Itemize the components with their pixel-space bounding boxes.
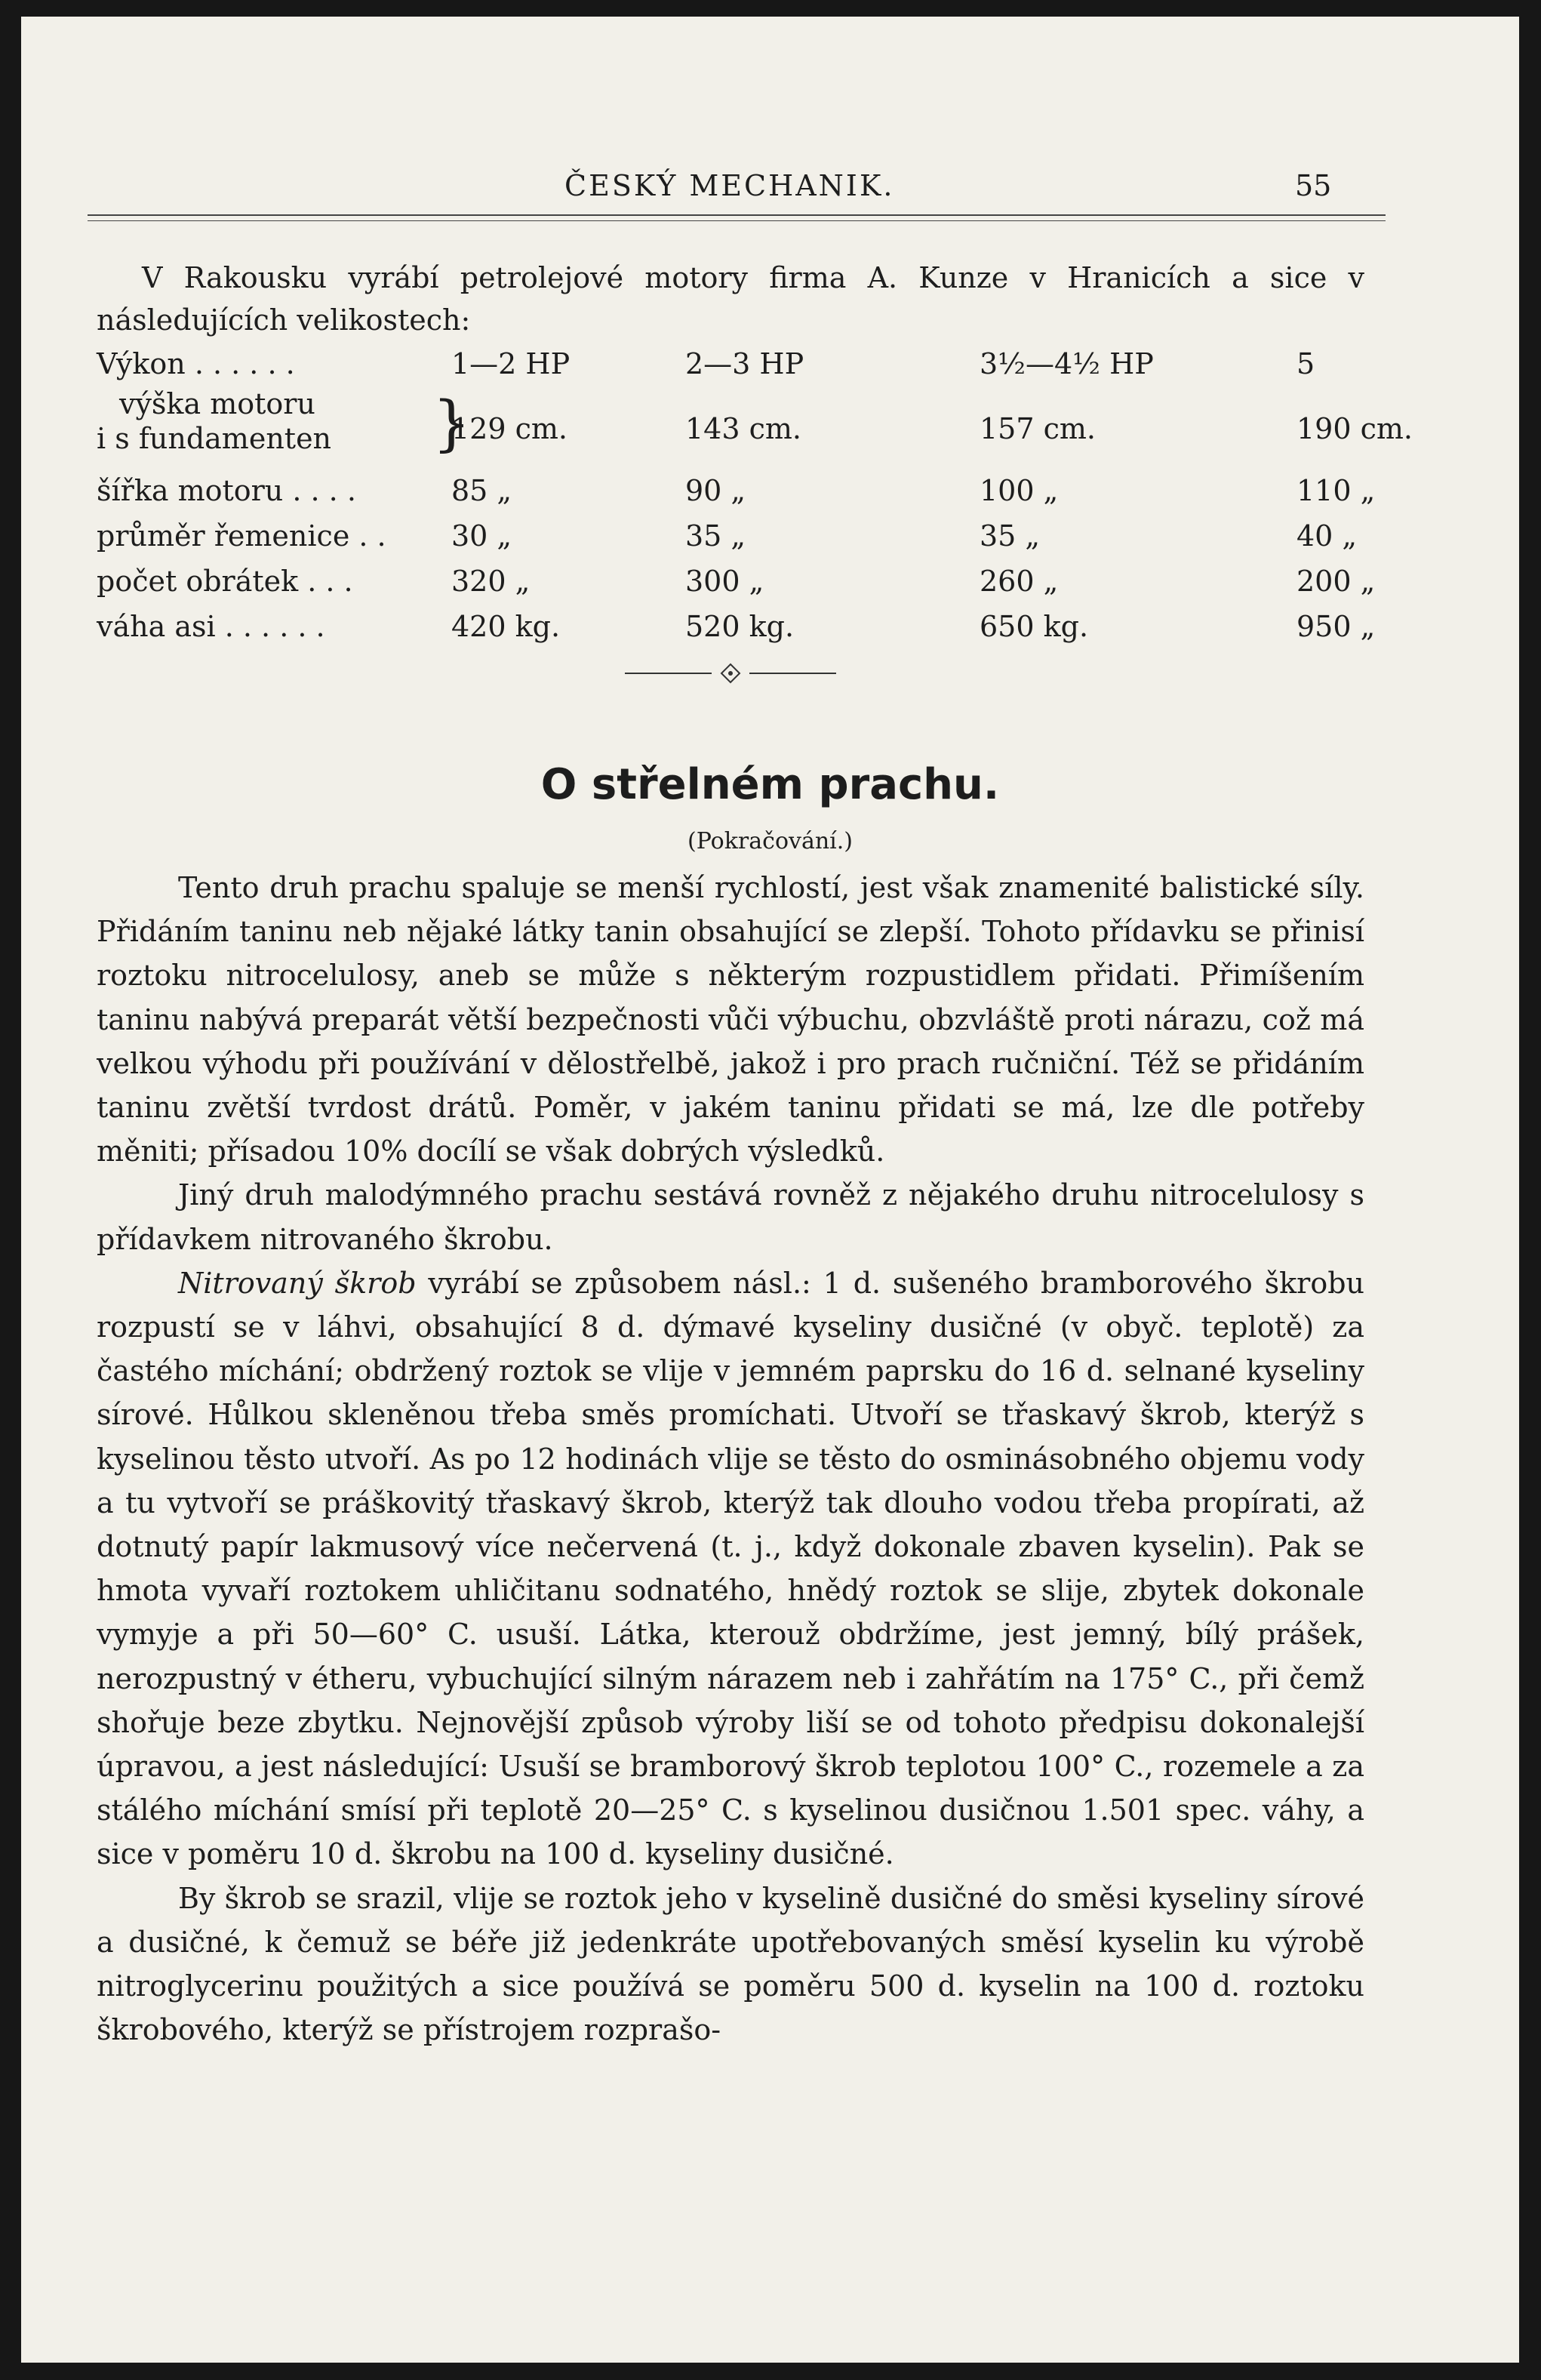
header-rule-top	[88, 214, 1386, 216]
cell: 420 kg.	[451, 610, 561, 643]
cell: 5	[1296, 347, 1315, 380]
spec-row-width	[97, 468, 1402, 513]
book-page	[21, 17, 1519, 2363]
article-body	[97, 866, 1364, 2052]
cell: 650 kg.	[980, 610, 1089, 643]
cell: 950 „	[1296, 610, 1376, 643]
paragraph-1: Tento druh prachu spaluje se menší rychlostí, jest však znamenité balistické síly. Přidáním taninu neb nějaké látky tanin obsahující se zlepší. Tohoto přídavku se přinisí roztoku nitrocelulosy, aneb se může s některým rozpustidlem přidati. Přimíšením taninu nabývá preparát větší bezpečnosti vůči výbuchu, obzvláště proti nárazu, což má velkou výhodu při používání v dělostřelbě, jakož i pro prach ručniční. Též se přidáním taninu zvětší tvrdost drátů. Poměr, v jakém taninu přidati se má, lze dle potřeby měniti; přísadou 10% docílí se však dobrých výsledků.	[97, 871, 1364, 1168]
row-label	[97, 386, 331, 456]
spec-row-rpm	[97, 559, 1402, 604]
spec-row-pulley	[97, 513, 1402, 559]
cell: 260 „	[980, 565, 1059, 598]
cell: 200 „	[1296, 565, 1376, 598]
row-label: průměr řemenice . .	[97, 519, 386, 553]
cell: 100 „	[980, 474, 1059, 507]
intro-paragraph	[97, 257, 1364, 341]
cell: 110 „	[1296, 474, 1376, 507]
page-number: 55	[1295, 169, 1332, 202]
row-label: váha asi . . . . . .	[97, 610, 325, 643]
brace-icon: }	[432, 388, 471, 458]
paragraph-2: Jiný druh malodýmného prachu sestává rovněž z nějakého druhu nitrocelulosy s přídavkem nitrovaného škrobu.	[97, 1178, 1364, 1256]
row-label: Výkon . . . . . .	[97, 347, 295, 380]
paragraph-3-text: vyrábí se způsobem násl.: 1 d. sušeného bramborového škrobu rozpustí se v láhvi, obsahující 8 d. dýmavé kyseliny dusičné (v obyč. teplotě) za častého míchání; obdržený roztok se vlije v jemném paprsku do 16 d. selnané kyseliny sírové. Hůlkou skleněnou třeba směs promíchati. Utvoří se třaskavý škrob, kterýž s kyselinou těsto utvoří. As po 12 hodinách vlije se těsto do osminásobného objemu vody a tu vytvoří se práškovitý třaskavý škrob, kterýž tak dlouho vodou třeba propírati, až dotnutý papír lakmusový více nečervená (t. j., když dokonale zbaven kyselin). Pak se hmota vyvaří roztokem uhličitanu sodnatého, hnědý roztok se slije, zbytek dokonale vymyje a při 50—60° C. usuší. Látka, kterouž obdržíme, jest jemný, bílý prášek, nerozpustný v étheru, vybuchující silným nárazem neb i zahřátím na 175° C., při čemž shořuje beze zbytku. Nejnovější způsob výroby liší se od tohoto předpisu dokonalejší úpravou, a jest následující: Usuší se bramborový škrob teplotou 100° C., rozemele a za stálého míchání smísí při teplotě 20—25° C. s kyselinou dusičnou 1.501 spec. váhy, a sice v poměru 10 d. škrobu na 100 d. kyseliny dusičné.	[97, 1266, 1364, 1871]
cell: 520 kg.	[685, 610, 795, 643]
header-rule-bottom	[88, 220, 1386, 221]
article-title: O střelném prachu.	[540, 760, 1000, 809]
section-divider-ornament	[625, 662, 836, 685]
running-title: ČESKÝ MECHANIK.	[564, 169, 895, 202]
spec-row-height	[97, 386, 1413, 468]
intro-text: V Rakousku vyrábí petrolejové motory firma A. Kunze v Hranicích a sice v následujících velikostech:	[97, 261, 1364, 337]
cell: 190 cm.	[1296, 412, 1413, 445]
paragraph-3	[97, 1261, 1364, 1877]
cell: 40 „	[1296, 519, 1358, 553]
continued-note: (Pokračování.)	[687, 828, 853, 854]
row-label-line1: výška motoru	[119, 387, 315, 420]
row-label: počet obrátek . . .	[97, 565, 353, 598]
cell: 1—2 HP	[451, 347, 571, 380]
row-label: šířka motoru . . . .	[97, 474, 356, 507]
cell: 35 „	[685, 519, 746, 553]
cell: 2—3 HP	[685, 347, 804, 380]
paragraph-4: By škrob se srazil, vlije se roztok jeho v kyselině dusičné do směsi kyseliny sírové a dusičné, k čemuž se béře již jedenkráte upotřebovaných směsí kyselin ku výrobě nitroglycerinu použitých a sice používá se poměru 500 d. kyselin na 100 d. roztoku škrobového, kterýž se přístrojem rozprašo-	[97, 1881, 1364, 2047]
cell: 85 „	[451, 474, 512, 507]
spec-row-weight	[97, 604, 1402, 649]
cell: 30 „	[451, 519, 512, 553]
cell: 157 cm.	[980, 412, 1097, 445]
cell: 90 „	[685, 474, 746, 507]
spec-table	[97, 341, 1413, 649]
cell: 300 „	[685, 565, 764, 598]
row-label-line2: i s fundamenten	[97, 422, 332, 455]
paragraph-3-lead: Nitrovaný škrob	[178, 1266, 417, 1300]
cell: 129 cm.	[451, 412, 568, 445]
cell: 143 cm.	[685, 412, 802, 445]
cell: 35 „	[980, 519, 1041, 553]
cell: 3½—4½ HP	[980, 347, 1154, 380]
spec-row-power	[97, 341, 1402, 386]
cell: 320 „	[451, 565, 531, 598]
